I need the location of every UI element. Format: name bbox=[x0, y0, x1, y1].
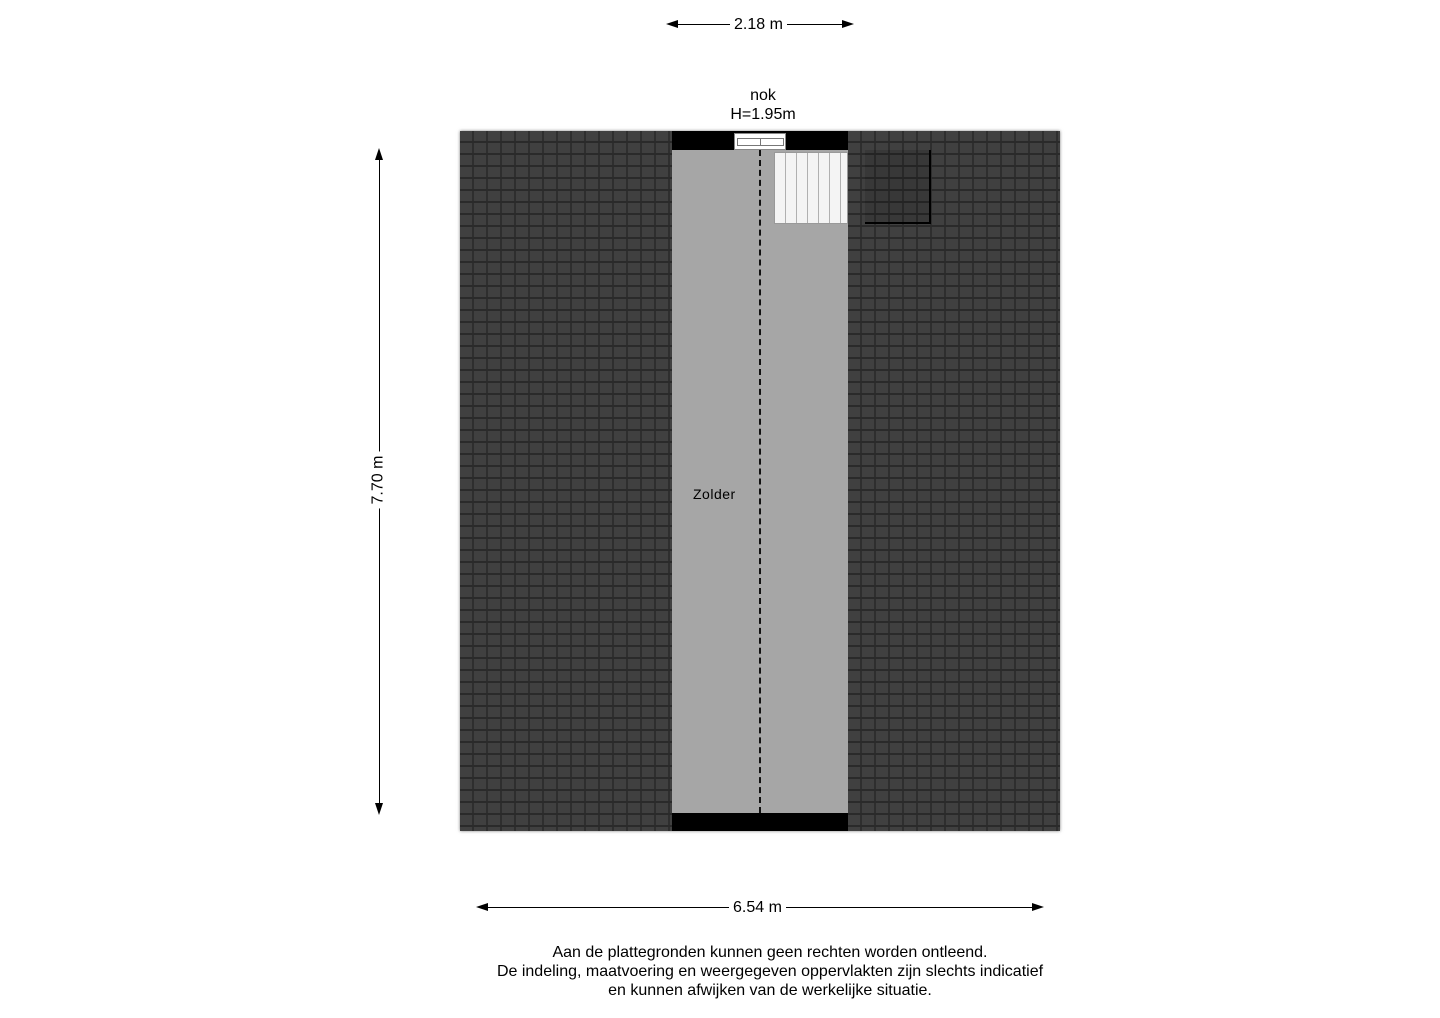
window-pane-left bbox=[737, 138, 761, 146]
window bbox=[734, 133, 786, 150]
disclaimer bbox=[420, 943, 1120, 1000]
room-label-zolder: Zolder bbox=[693, 486, 736, 502]
ridge-label: nok bbox=[750, 87, 776, 104]
roof-tiles-left bbox=[460, 131, 672, 831]
staircase bbox=[774, 152, 848, 224]
bottom-dimension-label: 6.54 m bbox=[729, 899, 786, 917]
wall-bottom bbox=[672, 813, 848, 831]
disclaimer-line-1: Aan de plattegronden kunnen geen rechten worden ontleend. bbox=[552, 944, 988, 961]
roof-hatch bbox=[865, 150, 931, 224]
ridge-line bbox=[759, 150, 761, 813]
bottom-dimension-arrow-right bbox=[1032, 903, 1044, 911]
left-dimension-arrow-down bbox=[375, 803, 383, 815]
disclaimer-line-2: De indeling, maatvoering en weergegeven oppervlakten zijn slechts indicatief bbox=[496, 963, 1044, 980]
disclaimer-line-3: en kunnen afwijken van de werkelijke situatie. bbox=[608, 982, 932, 999]
ridge-height: H=1.95m bbox=[730, 106, 796, 123]
window-pane-right bbox=[760, 138, 784, 146]
left-dimension-label: 7.70 m bbox=[369, 452, 387, 509]
ridge-label-block bbox=[700, 86, 826, 124]
roof-tiles-right bbox=[848, 131, 1060, 831]
top-dimension-label: 2.18 m bbox=[730, 16, 787, 34]
roof-plan bbox=[460, 131, 1060, 831]
top-dimension-arrow-right bbox=[842, 20, 854, 28]
